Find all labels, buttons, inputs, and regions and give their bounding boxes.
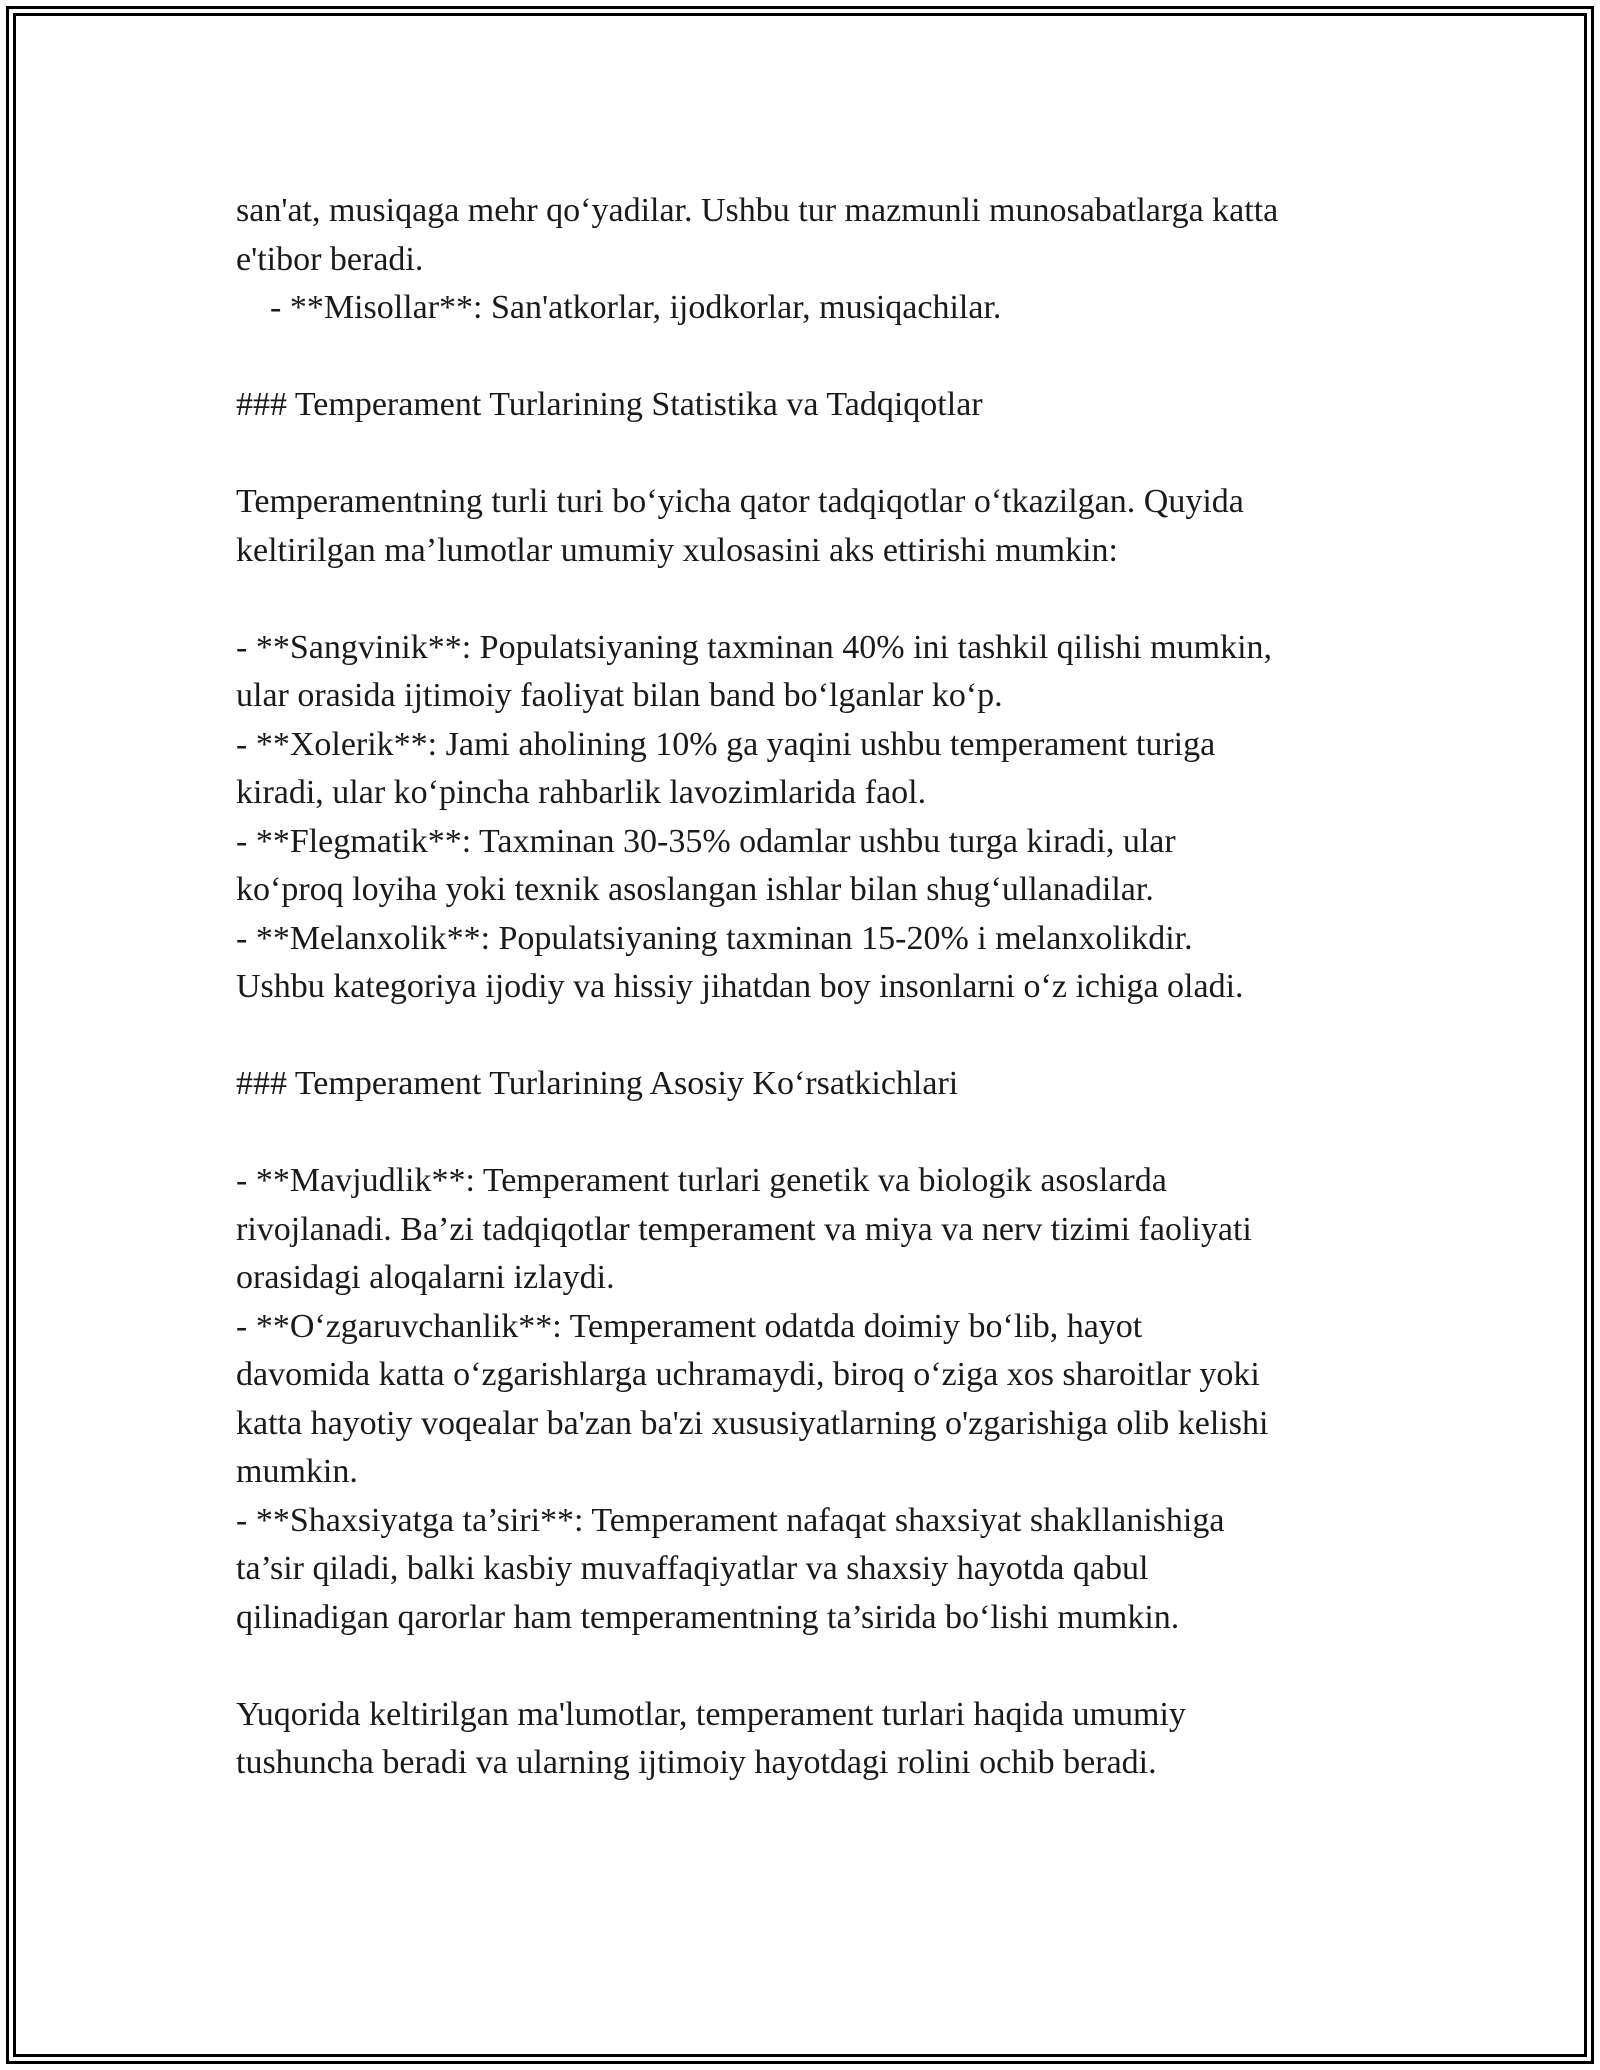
text-line: e'tibor beradi. (236, 240, 424, 278)
text-line: qilinadigan qarorlar ham temperamentning ta’sirida bo‘lishi mumkin. (236, 1598, 1180, 1636)
section-heading: ### Temperament Turlarining Statistika va Tadqiqotlar (236, 386, 983, 423)
text-line: Ushbu kategoriya ijodiy va hissiy jihatdan boy insonlarni o‘z ichiga oladi. (236, 968, 1244, 1005)
list-item-line: - **O‘zgaruvchanlik**: Temperament odatda doimiy bo‘lib, hayot (236, 1307, 1143, 1345)
blank-line (236, 1109, 1406, 1158)
blank-line (236, 333, 1406, 382)
list-item-line: - **Xolerik**: Jami aholining 10% ga yaqini ushbu temperament turiga (236, 725, 1216, 763)
text-line: ular orasida ijtimoiy faoliyat bilan band bo‘lganlar ko‘p. (236, 677, 1003, 714)
list-item-line: - **Shaxsiyatga ta’siri**: Temperament nafaqat shaxsiyat shakllanishiga (236, 1501, 1225, 1539)
blank-line (236, 1642, 1406, 1691)
text-line: katta hayotiy voqealar ba'zan ba'zi xususiyatlarning o'zgarishiga olib kelishi (236, 1404, 1269, 1442)
blank-line (236, 1012, 1406, 1061)
text-line: rivojlanadi. Ba’zi tadqiqotlar temperament va miya va nerv tizimi faoliyati (236, 1210, 1252, 1248)
list-item-line: - **Flegmatik**: Taxminan 30-35% odamlar ushbu turga kiradi, ular (236, 822, 1176, 860)
list-item-line: - **Misollar**: San'atkorlar, ijodkorlar, musiqachilar. (236, 289, 1002, 326)
text-line: keltirilgan ma’lumotlar umumiy xulosasini aks ettirishi mumkin: (236, 531, 1119, 569)
text-line: Yuqorida keltirilgan ma'lumotlar, temperament turlari haqida umumiy (236, 1695, 1186, 1733)
blank-line (236, 430, 1406, 479)
text-line: mumkin. (236, 1453, 358, 1490)
text-line: kiradi, ular ko‘pincha rahbarlik lavozimlarida faol. (236, 774, 927, 811)
text-line: san'at, musiqaga mehr qo‘yadilar. Ushbu tur mazmunli munosabatlarga katta (236, 192, 1279, 229)
list-item-line: - **Mavjudlik**: Temperament turlari genetik va biologik asoslarda (236, 1162, 1167, 1199)
blank-line (236, 575, 1406, 624)
text-line: ko‘proq loyiha yoki texnik asoslangan ishlar bilan shug‘ullanadilar. (236, 871, 1154, 908)
list-item-line: - **Sangvinik**: Populatsiyaning taxminan 40% ini tashkil qilishi mumkin, (236, 628, 1273, 666)
section-heading: ### Temperament Turlarining Asosiy Ko‘rsatkichlari (236, 1065, 959, 1102)
list-item-line: - **Melanxolik**: Populatsiyaning taxminan 15-20% i melanxolikdir. (236, 919, 1193, 957)
text-line: ta’sir qiladi, balki kasbiy muvaffaqiyatlar va shaxsiy hayotda qabul (236, 1550, 1149, 1587)
document-body (236, 187, 1406, 1788)
text-line: davomida katta o‘zgarishlarga uchramaydi, biroq o‘ziga xos sharoitlar yoki (236, 1356, 1260, 1393)
text-line: Temperamentning turli turi bo‘yicha qator tadqiqotlar o‘tkazilgan. Quyida (236, 483, 1244, 520)
text-line: tushuncha beradi va ularning ijtimoiy hayotdagi rolini ochib beradi. (236, 1744, 1157, 1781)
text-line: orasidagi aloqalarni izlaydi. (236, 1259, 615, 1296)
